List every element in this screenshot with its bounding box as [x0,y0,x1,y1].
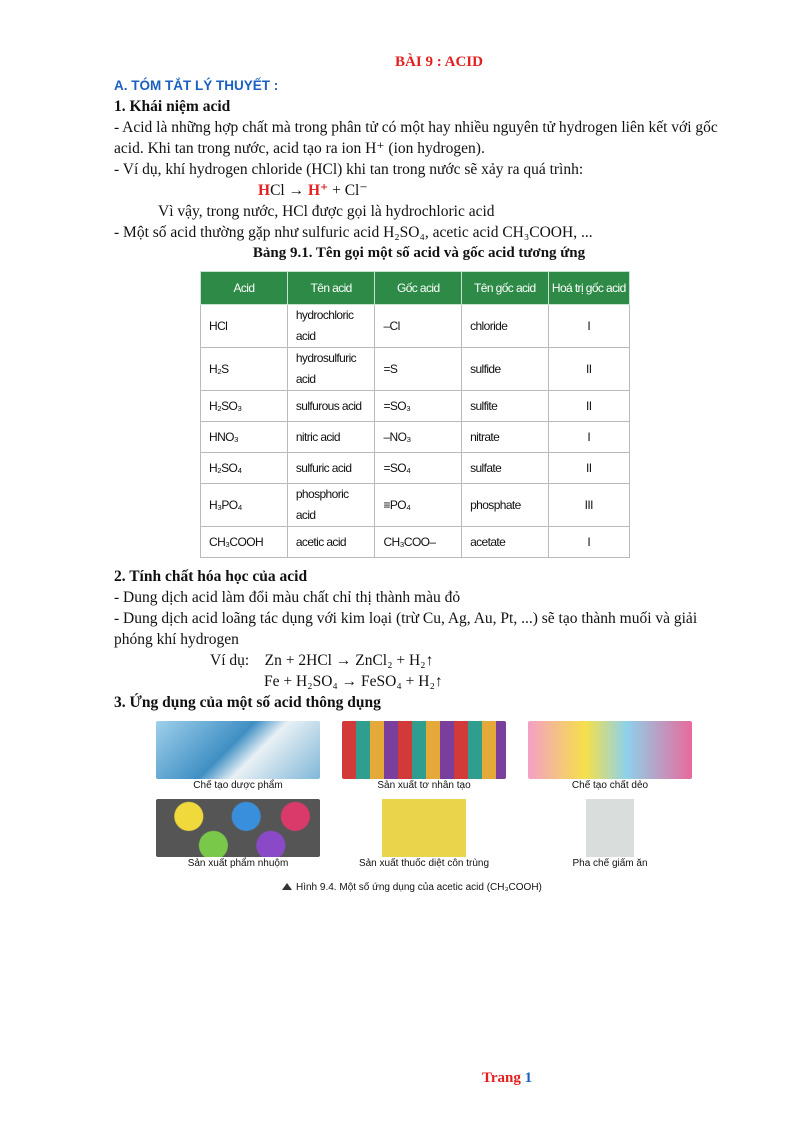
section-1-heading: 1. Khái niệm acid [114,98,231,115]
table-cell: hydrosulfuric acid [287,348,375,391]
table-cell: H₂SO₃ [201,391,288,422]
triangle-icon [282,883,292,890]
table-cell: =S [375,348,462,391]
tile-vinegar [528,799,692,870]
vinegar-image [528,799,692,857]
table-cell: H₃PO₄ [201,484,288,527]
table-cell: hydrochloric acid [287,305,375,348]
table-cell: II [548,453,629,484]
table-cell: II [548,348,629,391]
header-valence: Hoá trị gốc acid [548,272,629,305]
header-acid-name: Tên acid [287,272,375,305]
table-cell: H₂SO₄ [201,453,288,484]
table-cell: H₂S [201,348,288,391]
tile-fiber [342,721,506,792]
section-1-paragraph-1: - Acid là những hợp chất mà trong phân tử có một hay nhiều nguyên tử hydrogen liên kết với gốc acid. Khi tan trong nước, acid tạo ra ion H⁺ (ion hydrogen). [114,119,718,157]
section-1-paragraph-4: - Một số acid thường gặp như sulfuric acid H₂SO₄, acetic acid CH₃COOH, ... [114,224,593,241]
insecticide-image [342,799,506,857]
tile-label: Chế tạo chất dẻo [571,780,649,791]
table-cell: sulfate [462,453,548,484]
table-cell: –NO₃ [375,422,462,453]
table-row [201,305,630,348]
tile-insecticide [342,799,506,870]
fe-equation: Fe + H₂SO₄ → FeSO₄ + H₂↑ [264,673,443,690]
section-2-heading: 2. Tính chất hóa học của acid [114,568,308,585]
page-footer [482,1070,532,1087]
table-cell: I [548,527,629,558]
table-cell: sulfuric acid [287,453,375,484]
table-cell: I [548,422,629,453]
table-row [201,422,630,453]
dye-image [156,799,320,857]
plastic-image [528,721,692,779]
table-row [201,527,630,558]
zn-equation: Ví dụ: Zn + 2HCl → ZnCl₂ + H₂↑ [210,652,434,669]
table-cell: acetic acid [287,527,375,558]
tile-label: Chế tạo dược phẩm [193,780,283,791]
table-caption: Bảng 9.1. Tên gọi một số acid và gốc acid tương ứng [252,245,586,261]
hcl-equation [114,180,724,201]
table-cell: phosphoric acid [287,484,375,527]
eq-cl: Cl → [270,182,308,199]
section-3-heading: 3. Ứng dụng của một số acid thông dụng [114,694,381,711]
table-cell: chloride [462,305,548,348]
section-2-paragraph-2: - Dung dịch acid loãng tác dụng với kim loại (trừ Cu, Ag, Au, Pt, ...) sẽ tạo thành muối và giải phóng khí hydrogen [114,610,698,648]
footer-label: Trang [482,1070,525,1086]
table-cell: nitrate [462,422,548,453]
eq-h: H [258,182,271,199]
table-cell: sulfurous acid [287,391,375,422]
tile-label: Pha chế giấm ăn [572,858,648,869]
table-cell: –Cl [375,305,462,348]
section-1-paragraph-2: - Ví dụ, khí hydrogen chloride (HCl) khi tan trong nước sẽ xảy ra quá trình: [114,161,584,178]
section-2-paragraph-1: - Dung dịch acid làm đổi màu chất chỉ thị thành màu đỏ [114,589,461,606]
table-cell: =SO₄ [375,453,462,484]
tile-pharma [156,721,320,792]
table-cell: acetate [462,527,548,558]
table-cell: CH₃COOH [201,527,288,558]
table-cell: sulfite [462,391,548,422]
table-row [201,484,630,527]
acid-table [200,271,630,558]
table-row [201,391,630,422]
tile-label: Sản xuất tơ nhân tạo [377,780,471,791]
figure-caption [282,877,542,898]
table-cell: ≡PO₄ [375,484,462,527]
document-page [114,52,724,901]
table-cell: II [548,391,629,422]
lesson-title: BÀI 9 : ACID [395,54,483,70]
table-cell: I [548,305,629,348]
table-cell: CH₃COO– [375,527,462,558]
header-acid: Acid [201,272,288,305]
table-row [201,348,630,391]
table-row [201,453,630,484]
table-cell: sulfide [462,348,548,391]
page-number: 1 [524,1070,533,1086]
table-cell: =SO₃ [375,391,462,422]
figure-caption-text: Hình 9.4. Một số ứng dụng của acetic acid (CH₃COOH) [296,882,542,893]
table-cell: phosphate [462,484,548,527]
fiber-image [342,721,506,779]
tile-dye [156,799,320,870]
applications-figure [114,721,724,901]
eq-hplus: H⁺ [307,182,329,199]
table-cell: nitric acid [287,422,375,453]
eq-rest: + Cl⁻ [328,182,368,199]
section-1-paragraph-3: Vì vậy, trong nước, HCl được gọi là hydrochloric acid [158,203,495,220]
table-cell: HNO₃ [201,422,288,453]
tile-plastic [528,721,692,792]
tile-label: Sản xuất thuốc diệt côn trùng [358,858,490,869]
header-radical-name: Tên gốc acid [462,272,548,305]
table-cell: HCl [201,305,288,348]
table-header-row [201,272,630,305]
tile-label: Sản xuất phẩm nhuộm [187,858,289,869]
header-radical: Gốc acid [375,272,462,305]
table-cell: III [548,484,629,527]
section-a-heading: A. TÓM TẮT LÝ THUYẾT : [114,78,279,93]
pharma-image [156,721,320,779]
